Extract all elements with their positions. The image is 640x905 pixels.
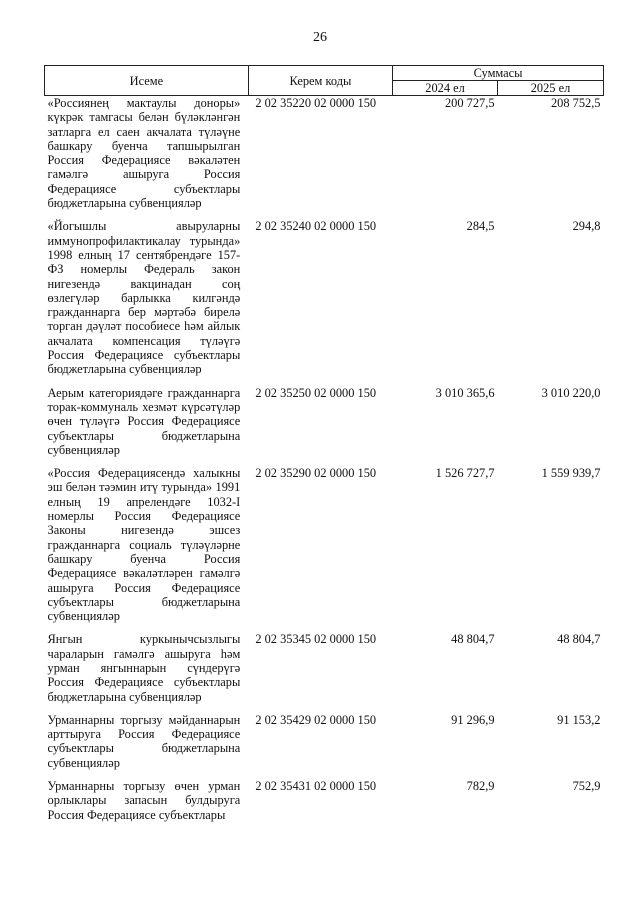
row-amount-2024: 91 296,9 <box>451 712 495 727</box>
row-amount-2024: 284,5 <box>466 219 495 234</box>
row-name: Янгын куркынычсызлыгы чараларын гамәлгә ашыруга һәм урман янгыннарын сүндерүгә Россия Федерациясе субъектлары бюджетларына субвенцияләр <box>47 632 241 704</box>
row-amount-2025: 48 804,7 <box>557 632 601 647</box>
row-code: 2 02 35250 02 0000 150 <box>255 385 377 400</box>
row-amount-2024: 200 727,5 <box>444 96 495 110</box>
row-name: Урманнарны торгызу өчен урман орлыклары запасын булдыруга Россия Федерациясе субъектлары <box>47 779 241 822</box>
page-number: 26 <box>313 30 327 45</box>
row-code: 2 02 35240 02 0000 150 <box>255 219 377 234</box>
row-name: Урманнарны торгызу мәйданнарын арттыруга Россия Федерациясе субъектлары бюджетларына субвенцияләр <box>47 712 241 770</box>
row-code: 2 02 35290 02 0000 150 <box>255 466 377 481</box>
table-header <box>45 66 604 96</box>
row-amount-2025: 294,8 <box>572 219 601 234</box>
row-amount-2025: 3 010 220,0 <box>541 385 601 400</box>
header-year-2025: 2025 ел <box>498 81 604 96</box>
header-year-2024: 2024 ел <box>393 81 498 96</box>
row-amount-2024: 48 804,7 <box>451 632 495 647</box>
header-name: Исеме <box>45 66 249 96</box>
table-row <box>45 713 604 779</box>
table-row <box>45 219 604 385</box>
table-row <box>45 466 604 632</box>
row-amount-2024: 1 526 727,7 <box>435 466 495 481</box>
row-code: 2 02 35431 02 0000 150 <box>255 779 377 794</box>
row-name: «Россия Федерациясендә халыкны эш белән тәэмин итү турында» 1991 елның 19 апрелендәге 1032-I номерлы Россия Федерациясе Законы нигезендә эшсез гражданнарга социаль түләүләрне башкару буенча Россия Федерациясе вәкаләтләрен гамәлгә ашыруга Россия Федерациясе субъектлары бюджетларына субвенцияләр <box>47 466 241 624</box>
table-row <box>45 386 604 466</box>
row-name: Аерым категориядәге гражданнарга торак-коммуналь хезмәт күрсәтүләр өчен түләүгә Россия Федерациясе субъектлары бюджетларына субвенцияләр <box>47 385 241 457</box>
row-name: «Россиянең мактаулы доноры» күкрәк тамгасы белән бүләкләнгән затларга ел саен акчалата түләүне башкару буенча тапшырылган Россия Федерациясе вәкаләтен гамәлгә ашыруга Россия Федерациясе субъектлары бюджетларына субвенцияләр <box>47 96 241 211</box>
row-code: 2 02 35220 02 0000 150 <box>255 96 377 110</box>
table-row <box>45 632 604 712</box>
row-code: 2 02 35429 02 0000 150 <box>255 712 377 727</box>
row-amount-2024: 3 010 365,6 <box>435 385 495 400</box>
row-amount-2025: 208 752,5 <box>550 96 601 110</box>
row-amount-2025: 1 559 939,7 <box>541 466 601 481</box>
row-amount-2025: 91 153,2 <box>557 712 601 727</box>
row-amount-2025: 752,9 <box>572 779 601 794</box>
budget-table <box>44 65 604 831</box>
header-code: Керем коды <box>248 66 392 96</box>
table-row <box>45 779 604 831</box>
header-sum: Суммасы <box>393 66 604 81</box>
table-row <box>45 96 604 220</box>
row-amount-2024: 782,9 <box>466 779 495 794</box>
row-code: 2 02 35345 02 0000 150 <box>255 632 377 647</box>
row-name: «Йогышлы авыруларны иммунопрофилактикалау турында» 1998 елның 17 сентябрендәге 157-ФЗ номерлы Федераль закон нигезендә вакцинадан соң өзлегүләр барлыкка килгәндә гражданнарга бер мәртәбә бирелә торган дәүләт пособиесе һәм айлык акчалата компенсация түләүгә Россия Федерациясе субъектлары бюджетларына субвенцияләр <box>47 219 241 377</box>
